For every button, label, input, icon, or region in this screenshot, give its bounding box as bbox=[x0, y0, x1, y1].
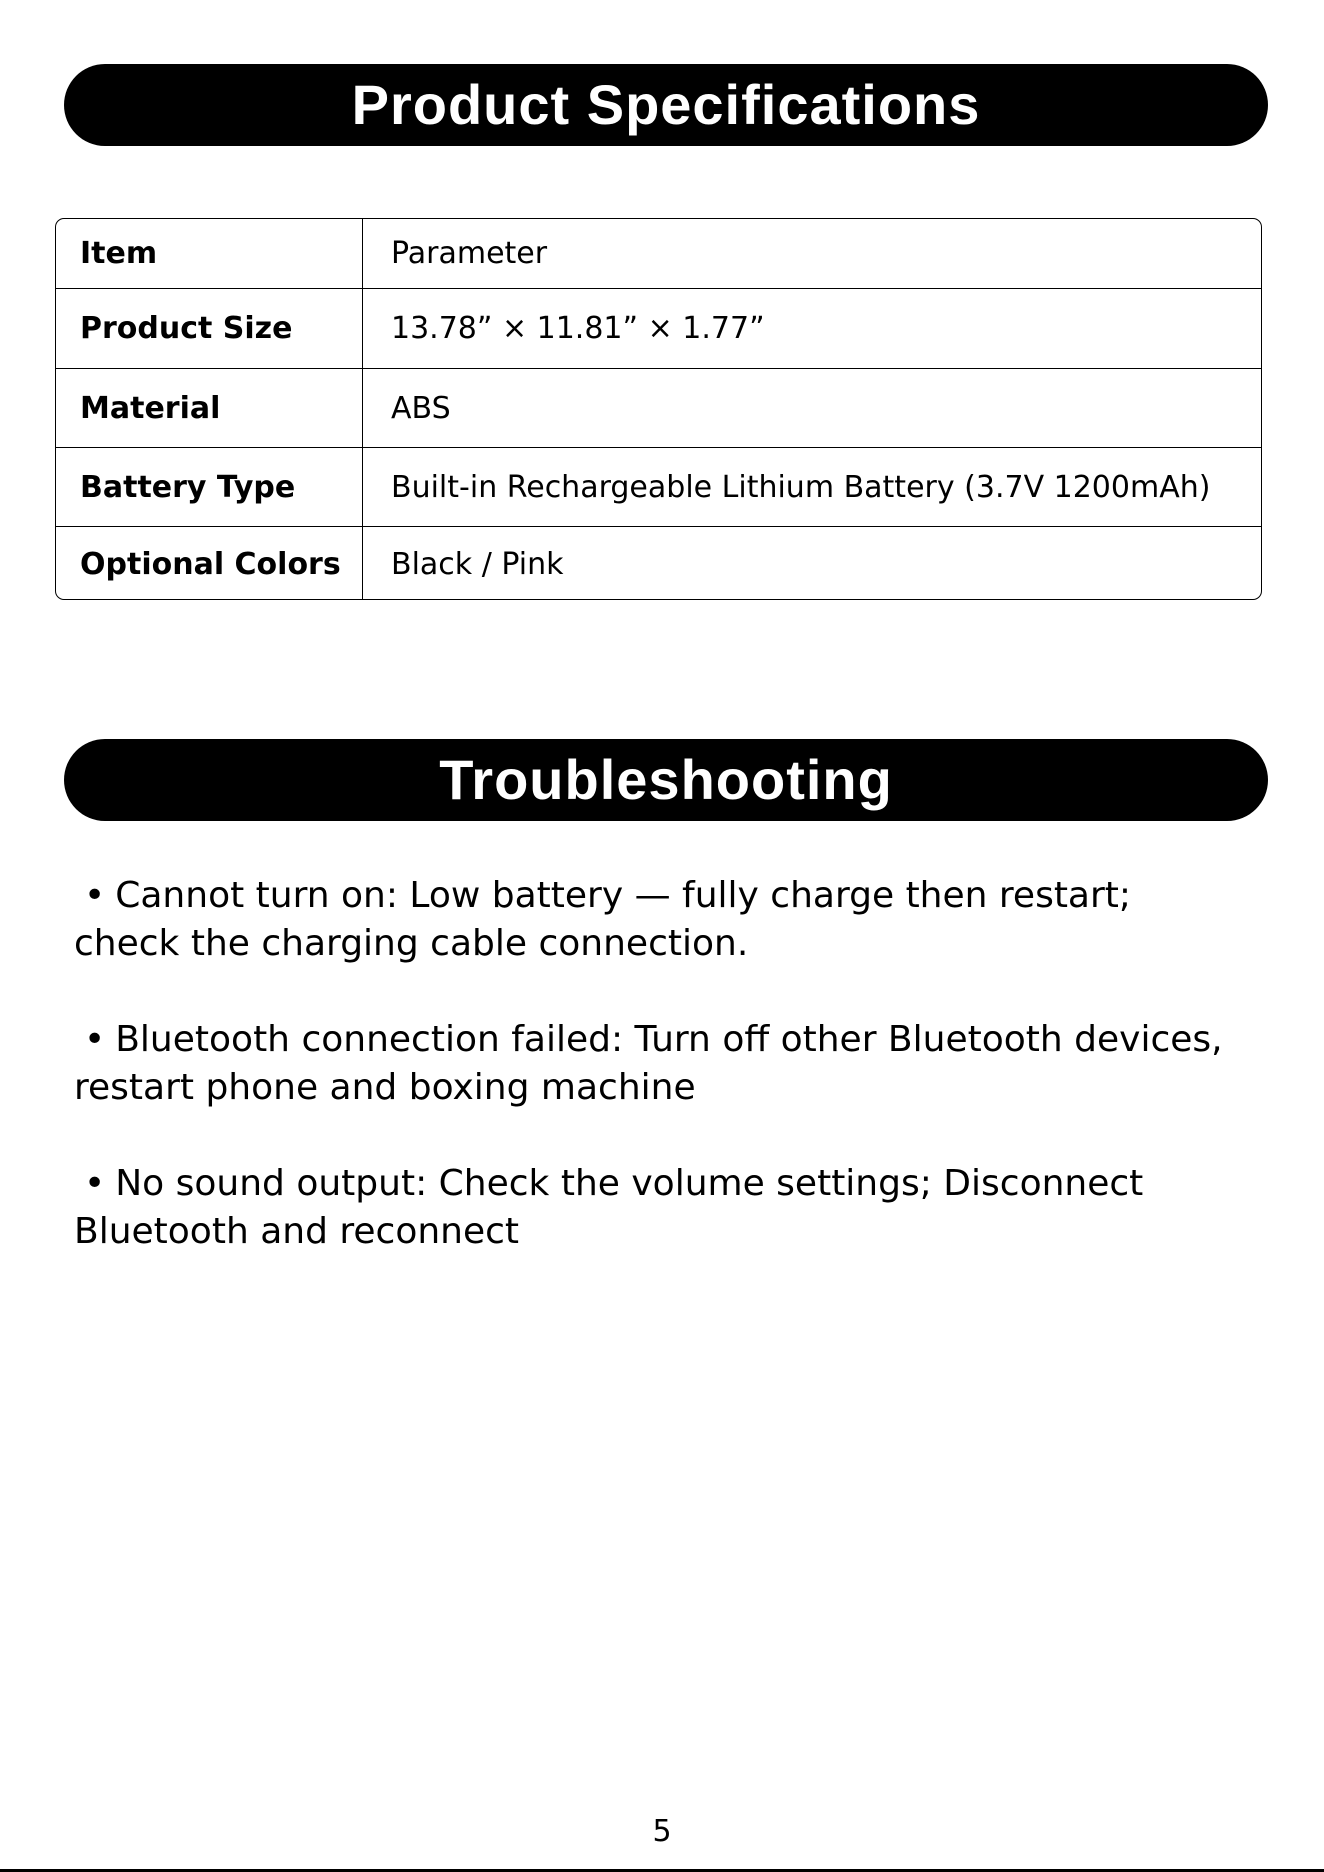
row-item-cell: Optional Colors bbox=[56, 527, 363, 600]
specifications-banner bbox=[64, 64, 1268, 146]
bullet-icon: • bbox=[84, 875, 106, 916]
table-row bbox=[56, 527, 1261, 600]
troubleshooting-banner bbox=[64, 739, 1268, 821]
row-parameter-cell: Black / Pink bbox=[391, 546, 564, 582]
troubleshooting-text: Bluetooth connection failed: Turn off other Bluetooth devices, restart phone and boxing machine bbox=[74, 1019, 1223, 1108]
list-item bbox=[74, 1160, 1234, 1256]
bullet-icon: • bbox=[84, 1019, 106, 1060]
row-parameter-cell: Built-in Rechargeable Lithium Battery (3.7V 1200mAh) bbox=[391, 469, 1211, 505]
list-item bbox=[74, 872, 1234, 968]
troubleshooting-title: Troubleshooting bbox=[439, 748, 893, 811]
header-item-cell: Item bbox=[56, 219, 363, 288]
troubleshooting-text: Cannot turn on: Low battery — fully charge then restart; check the charging cable connection. bbox=[74, 875, 1132, 964]
row-item-cell: Battery Type bbox=[56, 448, 363, 526]
page-number: 5 bbox=[652, 1814, 672, 1849]
specifications-table bbox=[55, 218, 1262, 600]
row-item-cell: Product Size bbox=[56, 289, 363, 368]
table-row bbox=[56, 448, 1261, 527]
troubleshooting-list bbox=[74, 872, 1234, 1304]
table-row bbox=[56, 289, 1261, 369]
header-parameter-cell: Parameter bbox=[391, 236, 548, 271]
specifications-title: Product Specifications bbox=[351, 73, 981, 136]
table-row bbox=[56, 369, 1261, 448]
row-parameter-cell: 13.78” × 11.81” × 1.77” bbox=[391, 311, 765, 346]
troubleshooting-text: No sound output: Check the volume settings; Disconnect Bluetooth and reconnect bbox=[74, 1163, 1144, 1252]
row-item-cell: Material bbox=[56, 369, 363, 447]
bullet-icon: • bbox=[84, 1163, 106, 1204]
table-header-row bbox=[56, 219, 1261, 289]
list-item bbox=[74, 1016, 1234, 1112]
row-parameter-cell: ABS bbox=[391, 390, 451, 426]
